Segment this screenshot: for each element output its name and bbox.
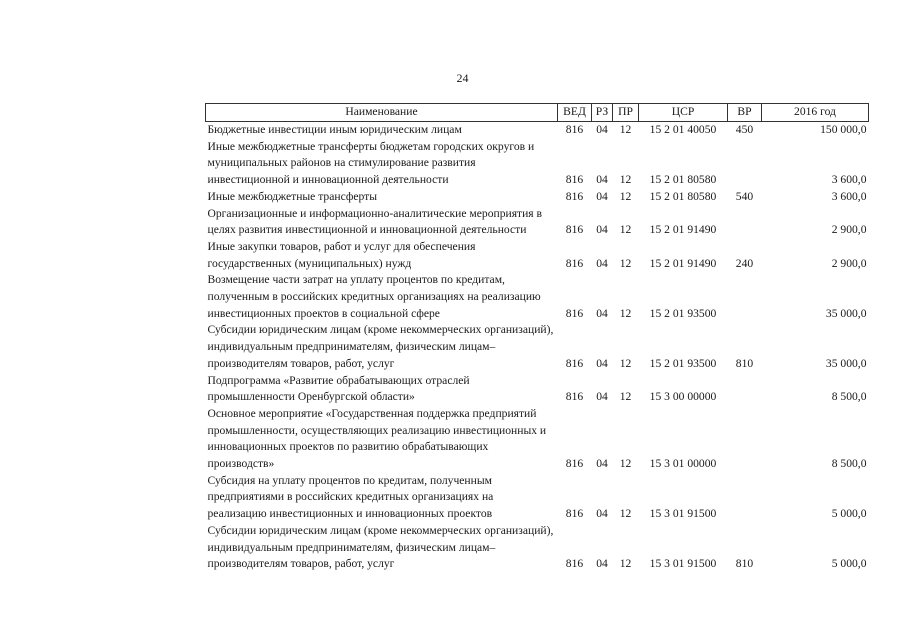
header-rz: РЗ — [592, 104, 613, 122]
row-amount: 2 900,0 — [831, 256, 867, 270]
row-vr — [728, 473, 762, 523]
row-rz: 04 — [596, 306, 608, 320]
row-name: Подпрограмма «Развитие обрабатывающих отраслей промышленности Оренбургской области» — [207, 373, 470, 404]
row-vr — [728, 206, 762, 239]
row-name: Основное мероприятие «Государственная поддержка предприятий промышленности, осуществляющих реализацию инвестиционных и инновационных проектов по развитию обрабатывающих производств» — [207, 406, 547, 471]
row-name: Субсидии юридическим лицам (кроме некоммерческих организаций), индивидуальным предпринимателям, физическим лицам–производителям товаров, работ, услуг — [207, 523, 554, 571]
row-pr: 12 — [619, 173, 632, 187]
header-vr: ВР — [728, 104, 762, 122]
row-name: Иные закупки товаров, работ и услуг для обеспечения государственных (муниципальных) нужд — [207, 239, 476, 270]
table-row — [206, 272, 869, 322]
row-rz: 04 — [596, 256, 608, 270]
row-rz: 04 — [596, 457, 608, 471]
table-row — [206, 473, 869, 523]
row-pr: 12 — [619, 256, 632, 270]
row-csr: 15 3 00 00000 — [649, 390, 717, 404]
budget-table — [205, 103, 869, 573]
row-ved: 816 — [565, 123, 584, 136]
table-row — [206, 122, 869, 139]
row-pr: 12 — [619, 189, 632, 203]
row-pr: 12 — [619, 390, 632, 404]
row-csr: 15 2 01 80580 — [649, 189, 717, 203]
row-pr: 12 — [619, 123, 632, 136]
page-number: 24 — [456, 71, 469, 85]
row-vr: 450 — [735, 123, 754, 136]
header-pr: ПР — [613, 104, 639, 122]
row-csr: 15 2 01 40050 — [649, 123, 717, 136]
row-rz: 04 — [596, 507, 608, 521]
row-ved: 816 — [565, 557, 584, 571]
row-amount: 3 600,0 — [831, 189, 867, 203]
row-name: Субсидия на уплату процентов по кредитам, полученным предприятиями в российских кредитных организациях на реализацию инвестиционных и инновационных проектов — [207, 473, 494, 521]
row-pr: 12 — [619, 223, 632, 237]
row-pr: 12 — [619, 557, 632, 571]
row-csr: 15 3 01 91500 — [649, 507, 717, 521]
table-row — [206, 406, 869, 473]
row-rz: 04 — [596, 173, 608, 187]
row-csr: 15 2 01 93500 — [649, 306, 717, 320]
row-pr: 12 — [619, 306, 632, 320]
row-amount: 5 000,0 — [831, 557, 867, 571]
row-csr: 15 2 01 93500 — [649, 356, 717, 370]
row-vr: 540 — [735, 189, 754, 203]
header-name: Наименование — [206, 104, 558, 122]
row-vr — [728, 139, 762, 189]
table-row — [206, 523, 869, 573]
row-csr: 15 3 01 00000 — [649, 457, 717, 471]
row-vr: 810 — [735, 356, 754, 370]
row-amount: 35 000,0 — [825, 356, 867, 370]
row-pr: 12 — [619, 457, 632, 471]
row-name: Субсидии юридическим лицам (кроме некоммерческих организаций), индивидуальным предпринимателям, физическим лицам–производителям товаров, работ, услуг — [207, 323, 554, 370]
header-csr: ЦСР — [639, 104, 728, 122]
row-amount: 5 000,0 — [831, 507, 867, 521]
table-row — [206, 206, 869, 239]
row-rz: 04 — [596, 223, 608, 237]
row-rz: 04 — [596, 189, 608, 203]
row-amount: 35 000,0 — [825, 306, 867, 320]
row-vr — [728, 406, 762, 473]
row-rz: 04 — [596, 123, 608, 136]
row-name: Иные межбюджетные трансферты — [207, 189, 378, 203]
row-amount: 150 000,0 — [820, 123, 867, 136]
row-name: Бюджетные инвестиции иным юридическим лицам — [207, 123, 462, 136]
row-pr: 12 — [619, 356, 632, 370]
row-vr — [728, 373, 762, 406]
row-csr: 15 2 01 91490 — [649, 256, 717, 270]
row-amount: 8 500,0 — [831, 390, 867, 404]
row-name: Организационные и информационно-аналитические мероприятия в целях развития инвестиционной и инновационной деятельности — [207, 206, 543, 237]
row-pr: 12 — [619, 507, 632, 521]
table-row — [206, 373, 869, 406]
row-csr: 15 2 01 80580 — [649, 173, 717, 187]
table-row — [206, 322, 869, 372]
row-ved: 816 — [565, 189, 584, 203]
row-vr: 810 — [735, 557, 754, 571]
row-ved: 816 — [565, 457, 584, 471]
table-row — [206, 139, 869, 189]
row-ved: 816 — [565, 507, 584, 521]
row-rz: 04 — [596, 390, 608, 404]
row-amount: 2 900,0 — [831, 223, 867, 237]
row-ved: 816 — [565, 173, 584, 187]
header-amount: 2016 год — [762, 104, 869, 122]
row-rz: 04 — [596, 557, 608, 571]
row-csr: 15 3 01 91500 — [649, 557, 717, 571]
row-amount: 3 600,0 — [831, 173, 867, 187]
row-name: Иные межбюджетные трансферты бюджетам городских округов и муниципальных районов на стимулирование развития инвестиционной и инновационной деятельности — [207, 139, 535, 187]
row-ved: 816 — [565, 356, 584, 370]
row-vr: 240 — [735, 256, 754, 270]
header-ved: ВЕД — [558, 104, 592, 122]
row-ved: 816 — [565, 306, 584, 320]
row-csr: 15 2 01 91490 — [649, 223, 717, 237]
row-ved: 816 — [565, 256, 584, 270]
table-header-row — [206, 104, 869, 122]
row-name: Возмещение части затрат на уплату процентов по кредитам, полученным в российских кредитных организациях на реализацию инвестиционных проектов в социальной сфере — [207, 273, 541, 320]
row-amount: 8 500,0 — [831, 457, 867, 471]
table-row — [206, 189, 869, 206]
table-row — [206, 239, 869, 272]
row-rz: 04 — [596, 356, 608, 370]
row-ved: 816 — [565, 390, 584, 404]
row-ved: 816 — [565, 223, 584, 237]
row-vr — [728, 272, 762, 322]
